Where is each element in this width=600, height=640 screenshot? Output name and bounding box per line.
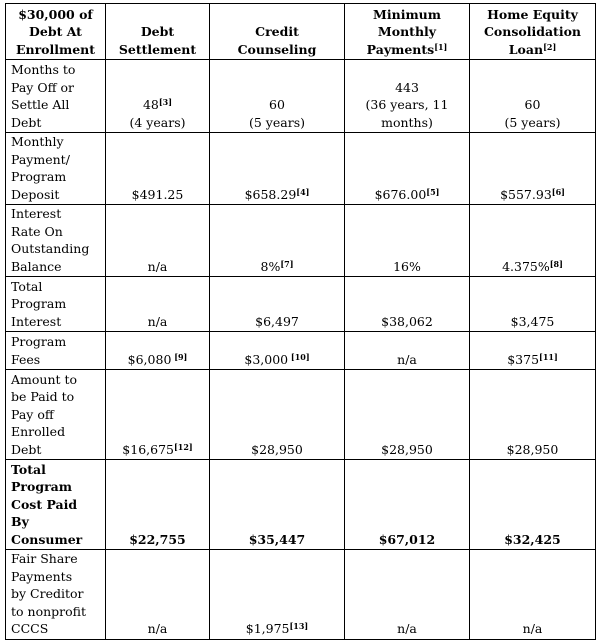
row-label [6, 133, 106, 205]
cell-text-line: $676.00[5] [374, 186, 440, 202]
row-label [6, 205, 106, 277]
cell-text-line: Minimum [373, 6, 441, 22]
row-label [6, 277, 106, 332]
cell-text-line: CCCS [11, 621, 49, 636]
cell-text-line: $32,425 [504, 531, 561, 547]
cell-text-line: Deposit [11, 186, 60, 202]
cell-home-equity-loan [470, 332, 596, 370]
table-row [6, 133, 596, 205]
cell-text-line: Debt At [29, 24, 82, 39]
cell-text-line: $28,950 [251, 441, 303, 457]
cell-text-line: n/a [147, 313, 168, 329]
cell-text-line: 16% [393, 258, 421, 274]
cell-text-line: $28,950 [381, 441, 433, 457]
footnote-ref: [7] [280, 258, 294, 269]
cell-credit-counseling [210, 370, 345, 460]
cell-minimum-payments [345, 60, 470, 133]
cell-text-line: Interest [11, 313, 62, 329]
cell-text-line: by Creditor [11, 586, 84, 601]
cell-text-line: Payments [11, 568, 73, 584]
cell-credit-counseling [210, 60, 345, 133]
cell-text-line: Program [11, 296, 67, 311]
cell-text-line: Cost Paid [11, 496, 78, 512]
cell-text-line: (36 years, 11 [365, 97, 449, 112]
table-row-total [6, 460, 596, 550]
cell-text-line: Fees [11, 351, 41, 367]
footnote-ref: [11] [539, 351, 558, 362]
cell-credit-counseling [210, 133, 345, 205]
cell-text-line: Total [11, 278, 43, 294]
cell-text-line: n/a [522, 621, 543, 636]
header-row [6, 4, 596, 60]
cell-text-line: $375[11] [507, 351, 558, 367]
cell-minimum-payments [345, 370, 470, 460]
cell-text-line: $491.25 [131, 186, 184, 202]
cell-text-line: 443 [395, 79, 419, 95]
table-row [6, 332, 596, 370]
cell-text-line: $22,755 [129, 531, 186, 547]
cell-home-equity-loan [470, 277, 596, 332]
cell-home-equity-loan [470, 460, 596, 550]
cell-text-line: n/a [397, 351, 417, 367]
cell-text-line: $35,447 [248, 531, 306, 547]
cell-text-line: Rate On [11, 223, 63, 239]
cell-minimum-payments [345, 277, 470, 332]
cell-minimum-payments [345, 550, 470, 640]
cell-debt-settlement [106, 550, 210, 640]
footnote-ref: [2] [543, 41, 557, 52]
cell-text-line: 4.375%[8] [502, 258, 563, 274]
cell-text-line: Debt [140, 24, 175, 39]
debt-comparison-table [5, 3, 596, 640]
footnote-ref: [5] [426, 186, 440, 197]
cell-text-line: Monthly [377, 24, 437, 39]
cell-text-line: n/a [147, 258, 168, 274]
header-cell-home-equity-loan [470, 4, 596, 60]
cell-text-line: (5 years) [249, 114, 305, 130]
header-cell-credit-counseling [210, 4, 345, 60]
cell-text-line: 60 [269, 97, 285, 112]
cell-text-line: $67,012 [378, 531, 436, 547]
footnote-ref: [13] [289, 621, 309, 631]
cell-text-line: Payment/ [11, 151, 70, 167]
footnote-ref: [10] [288, 351, 310, 362]
row-label [6, 370, 106, 460]
cell-text-line: Interest [11, 206, 62, 221]
cell-credit-counseling [210, 460, 345, 550]
cell-debt-settlement [106, 370, 210, 460]
table-row [6, 370, 596, 460]
cell-text-line: 8%[7] [260, 258, 294, 274]
cell-minimum-payments [345, 205, 470, 277]
footnote-ref: [12] [174, 441, 193, 452]
cell-text-line: Settlement [118, 41, 197, 57]
cell-text-line: $658.29[4] [244, 186, 310, 202]
cell-text-line: months) [381, 114, 433, 130]
cell-text-line: Program [11, 479, 72, 494]
cell-home-equity-loan [470, 60, 596, 133]
cell-text-line: 60 [524, 97, 541, 112]
footnote-ref: [3] [158, 97, 173, 107]
table-row [6, 277, 596, 332]
cell-text-line: Enrolled [11, 424, 66, 439]
cell-minimum-payments [345, 133, 470, 205]
footnote-ref: [1] [434, 41, 448, 52]
footnote-ref: [6] [551, 186, 565, 197]
cell-text-line: Debt [11, 114, 42, 130]
cell-text-line: By [11, 514, 29, 529]
cell-text-line: (5 years) [504, 114, 561, 130]
cell-minimum-payments [345, 332, 470, 370]
cell-debt-settlement [106, 332, 210, 370]
cell-text-line: Payments[1] [366, 41, 448, 57]
table-row [6, 205, 596, 277]
cell-text-line: Outstanding [11, 241, 90, 256]
cell-text-line: Enrollment [15, 41, 96, 57]
cell-debt-settlement [106, 460, 210, 550]
header-cell-debt-amount [6, 4, 106, 60]
cell-home-equity-loan [470, 205, 596, 277]
cell-text-line: n/a [147, 621, 168, 636]
table-row [6, 550, 596, 640]
cell-text-line: to nonprofit [11, 603, 87, 619]
cell-text-line: be Paid to [11, 389, 75, 404]
cell-home-equity-loan [470, 133, 596, 205]
cell-text-line: Monthly [11, 134, 64, 149]
cell-debt-settlement [106, 60, 210, 133]
cell-home-equity-loan [470, 370, 596, 460]
cell-debt-settlement [106, 277, 210, 332]
cell-debt-settlement [106, 133, 210, 205]
cell-text-line: $38,062 [381, 313, 433, 329]
cell-home-equity-loan [470, 550, 596, 640]
cell-text-line: Debt [11, 441, 42, 457]
row-label [6, 550, 106, 640]
cell-text-line: Program [11, 169, 67, 184]
row-label [6, 332, 106, 370]
cell-text-line: Program [11, 334, 67, 349]
cell-text-line: $16,675[12] [122, 441, 193, 457]
cell-text-line: Balance [11, 258, 62, 274]
cell-text-line: $3,000 [10] [244, 351, 310, 367]
cell-text-line: $6,080 [9] [127, 351, 188, 367]
cell-text-line: Months to [11, 62, 76, 77]
cell-minimum-payments [345, 460, 470, 550]
cell-credit-counseling [210, 277, 345, 332]
row-label [6, 460, 106, 550]
cell-text-line: Settle All [11, 97, 70, 112]
cell-text-line: $30,000 of [18, 6, 93, 22]
cell-text-line: $1,975[13] [245, 621, 309, 636]
cell-text-line: Loan[2] [508, 41, 557, 57]
cell-text-line: Fair Share [11, 551, 78, 566]
footnote-ref: [8] [549, 258, 563, 269]
cell-text-line: Credit Counseling [237, 24, 317, 57]
cell-text-line: $28,950 [506, 441, 559, 457]
cell-credit-counseling [210, 205, 345, 277]
cell-credit-counseling [210, 332, 345, 370]
footnote-ref: [9] [171, 351, 188, 362]
cell-text-line: $3,475 [510, 313, 555, 329]
row-label [6, 60, 106, 133]
cell-text-line: $557.93[6] [500, 186, 565, 202]
cell-text-line: 48[3] [142, 97, 173, 112]
header-cell-debt-settlement [106, 4, 210, 60]
header-cell-minimum-payments [345, 4, 470, 60]
cell-text-line: Consolidation [483, 24, 582, 39]
table-row [6, 60, 596, 133]
cell-debt-settlement [106, 205, 210, 277]
footnote-ref: [4] [296, 186, 310, 197]
cell-text-line: Home Equity [487, 6, 578, 22]
cell-text-line: n/a [397, 621, 417, 636]
cell-text-line: Total [11, 461, 46, 477]
cell-text-line: Amount to [11, 371, 78, 387]
cell-credit-counseling [210, 550, 345, 640]
cell-text-line: $6,497 [255, 313, 299, 329]
cell-text-line: (4 years) [129, 114, 186, 130]
cell-text-line: Consumer [11, 531, 83, 547]
cell-text-line: Pay Off or [11, 79, 74, 95]
cell-text-line: Pay off [11, 406, 54, 422]
